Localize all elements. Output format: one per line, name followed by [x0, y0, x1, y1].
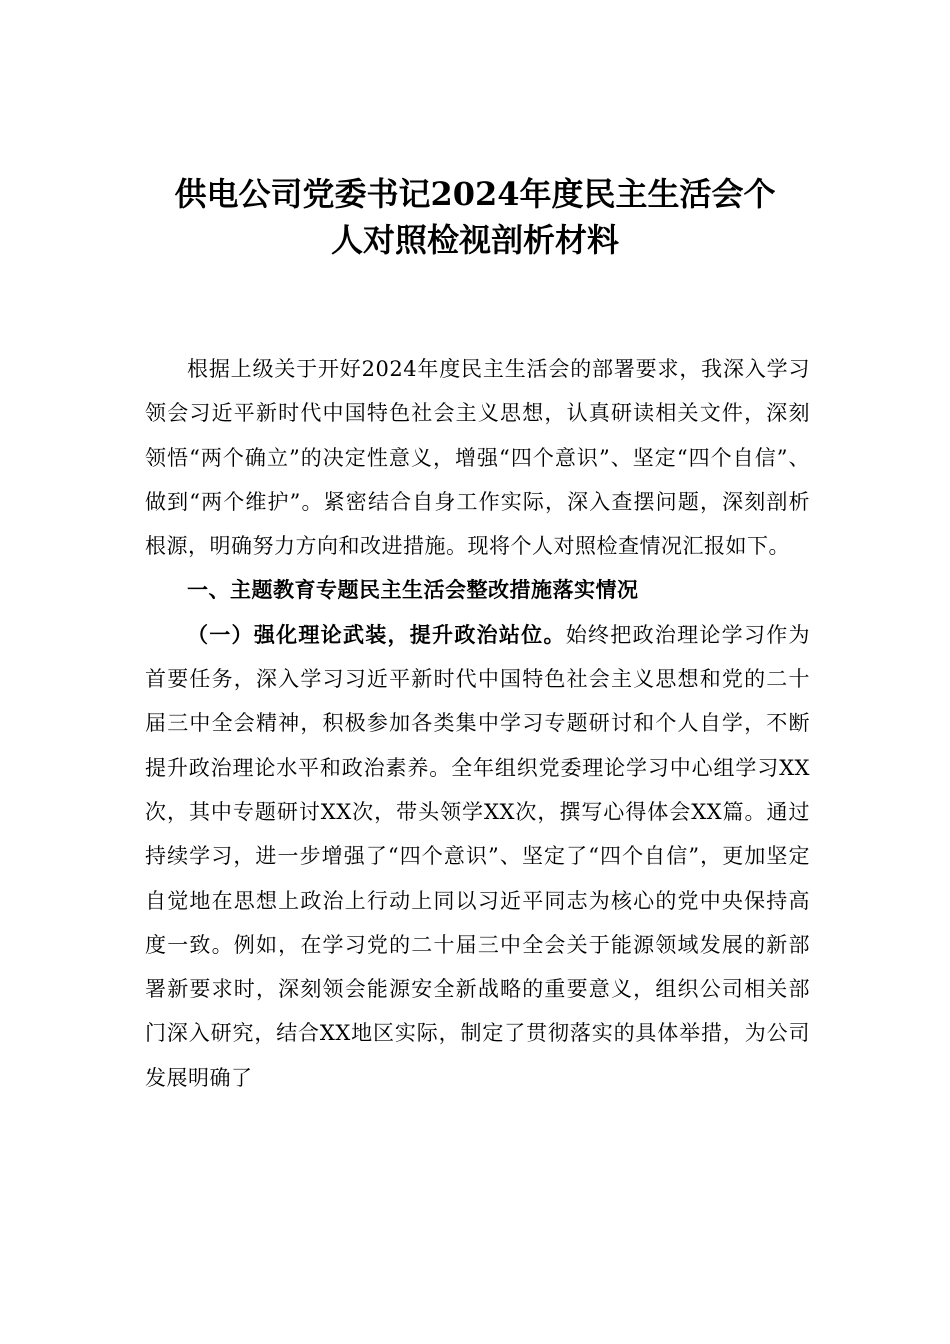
intro-paragraph: 根据上级关于开好2024年度民主生活会的部署要求，我深入学习领会习近平新时代中国特色社会主义思想，认真研读相关文件，深刻领悟“两个确立”的决定性意义，增强“四个意识”、坚定“四个自信”、做到“两个维护”。紧密结合自身工作实际，深入查摆问题，深刻剖析根源，明确努力方向和改进措施。现将个人对照检查情况汇报如下。	[145, 357, 810, 559]
section-heading-1: 一、主题教育专题民主生活会整改措施落实情况	[187, 578, 639, 603]
subsection-lead-1: （一）强化理论武装，提升政治站位。	[187, 621, 566, 647]
document-title-line-1: 供电公司党委书记2024年度民主生活会个	[174, 175, 776, 213]
document-title-line-2: 人对照检视剖析材料	[330, 221, 619, 259]
subsection-text-1: 始终把政治理论学习作为首要任务，深入学习习近平新时代中国特色社会主义思想和党的二十届三中全会精神，积极参加各类集中学习专题研讨和个人自学，不断提升政治理论水平和政治素养。全年组织党委理论学习中心组学习XX次，其中专题研讨XX次，带头领学XX次，撰写心得体会XX篇。通过持续学习，进一步增强了“四个意识”、坚定了“四个自信”，更加坚定自觉地在思想上政治上行动上同以习近平同志为核心的党中央保持高度一致。例如，在学习党的二十届三中全会关于能源领域发展的新部署新要求时，深刻领会能源安全新战略的重要意义，组织公司相关部门深入研究，结合XX地区实际，制定了贯彻落实的具体举措，为公司发展明确了	[145, 622, 811, 1090]
subsection-paragraph-1	[145, 613, 810, 1100]
document-body	[145, 347, 810, 1100]
